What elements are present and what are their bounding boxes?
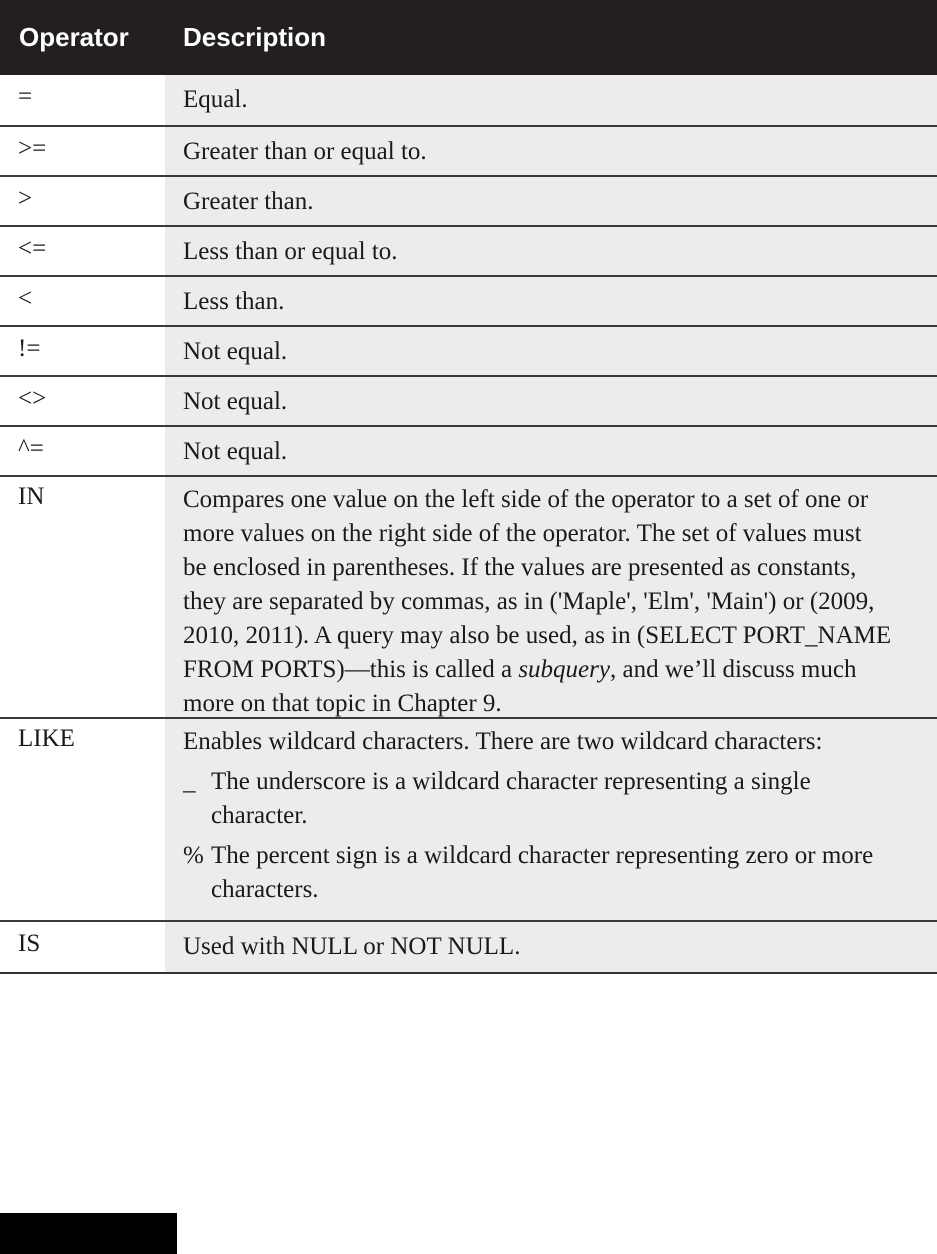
subquery-term: subquery	[518, 656, 610, 683]
description-cell: Less than.	[165, 277, 937, 325]
operator-cell: ^=	[18, 435, 44, 462]
bullet-symbol: _	[183, 768, 196, 795]
description-cell: Not equal.	[165, 327, 937, 375]
table-row	[0, 375, 937, 425]
header-operator: Operator	[19, 22, 129, 52]
bullet-text: The percent sign is a wildcard character representing zero or more	[211, 842, 874, 869]
description-cell	[165, 477, 937, 717]
bullet-text: character.	[211, 802, 308, 829]
in-desc-line: more values on the right side of the operator. The set of values must	[183, 520, 862, 547]
table-row	[0, 275, 937, 325]
operator-cell: <>	[18, 385, 47, 412]
description-cell: Used with NULL or NOT NULL.	[165, 922, 937, 972]
in-desc-line: be enclosed in parentheses. If the values are presented as constants,	[183, 554, 857, 581]
description-cell	[165, 719, 937, 920]
header-description: Description	[183, 22, 327, 52]
like-intro: Enables wildcard characters. There are two wildcard characters:	[183, 728, 823, 755]
description-cell: Greater than or equal to.	[165, 127, 937, 175]
description-cell: Not equal.	[165, 427, 937, 475]
operator-cell: !=	[18, 335, 41, 362]
wildcard-bullet	[183, 839, 927, 907]
in-desc-line	[183, 653, 927, 687]
description-cell: Greater than.	[165, 177, 937, 225]
table-row	[0, 425, 937, 475]
table-row	[0, 325, 937, 375]
in-desc-text: , and we’ll discuss much	[609, 656, 857, 683]
operator-cell: IN	[18, 483, 45, 510]
operator-cell: >	[18, 185, 33, 212]
operator-cell: >=	[18, 135, 47, 162]
table-row-like	[0, 717, 937, 920]
description-cell: Less than or equal to.	[165, 227, 937, 275]
table-row	[0, 225, 937, 275]
operator-cell: =	[18, 83, 33, 110]
operator-cell: LIKE	[18, 725, 75, 752]
table-header	[0, 0, 937, 75]
bullet-text: The underscore is a wildcard character representing a single	[211, 768, 811, 795]
in-desc-line: they are separated by commas, as in ('Maple', 'Elm', 'Main') or (2009,	[183, 588, 875, 615]
bullet-symbol: %	[183, 842, 204, 869]
wildcard-bullet	[183, 765, 927, 833]
page-tab-marker	[0, 1213, 177, 1254]
table-row	[0, 175, 937, 225]
in-desc-line: 2010, 2011). A query may also be used, as in (SELECT PORT_NAME	[183, 622, 892, 649]
operator-cell: IS	[18, 930, 41, 957]
table-row-in	[0, 475, 937, 717]
description-cell: Equal.	[165, 75, 937, 125]
in-desc-text: FROM PORTS)—this is called a	[183, 656, 519, 683]
table-row-is	[0, 920, 937, 972]
table-row	[0, 125, 937, 175]
bullet-text: characters.	[211, 876, 319, 903]
in-desc-line: more on that topic in Chapter 9.	[183, 690, 502, 717]
in-desc-line: Compares one value on the left side of the operator to a set of one or	[183, 486, 869, 513]
description-cell: Not equal.	[165, 377, 937, 425]
table-row	[0, 75, 937, 125]
operator-cell: <=	[18, 235, 47, 262]
operator-cell: <	[18, 285, 33, 312]
